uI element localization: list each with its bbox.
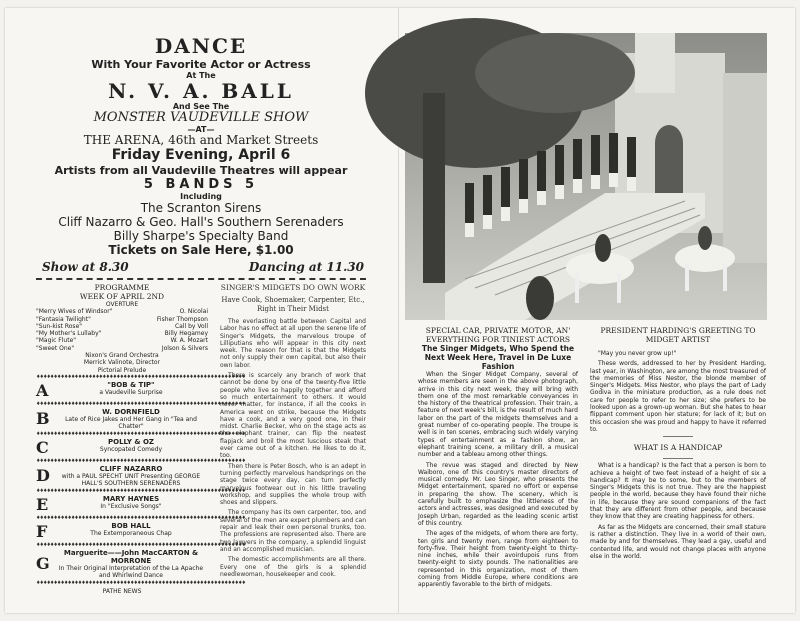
ad-divider (36, 278, 366, 280)
ad-band-sirens: The Scranton Sirens (140, 201, 262, 215)
act-divider: ♦♦♦♦♦♦♦♦♦♦♦♦♦♦♦♦♦♦♦♦♦♦♦♦♦♦♦♦♦♦♦♦♦♦♦♦♦♦♦♦♦♦♦♦♦♦♦♦♦♦♦♦♦♦♦♦♦♦♦♦ (36, 400, 245, 407)
act-description: In Their Original Interpretation of the La Apache and Whirlwind Dance (58, 564, 204, 579)
programme-footer: PATHE NEWS (102, 587, 142, 595)
special-car-subheading: The Singer Midgets, Who Spend the Next Week Here, Travel in De Luxe Fashion (421, 344, 575, 371)
act-letter: A (36, 380, 49, 400)
act-item (36, 465, 208, 487)
overture-piece: "Fantasia Twilight" (36, 315, 91, 323)
act-text (54, 495, 208, 514)
act-description: Syncopated Comedy (99, 445, 163, 453)
column-rule-2 (663, 458, 693, 459)
ad-line-at: —AT— (187, 125, 215, 134)
act-divider: ♦♦♦♦♦♦♦♦♦♦♦♦♦♦♦♦♦♦♦♦♦♦♦♦♦♦♦♦♦♦♦♦♦♦♦♦♦♦♦♦♦♦♦♦♦♦♦♦♦♦♦♦♦♦♦♦♦♦♦♦ (36, 579, 245, 586)
overture-composer: Billy Hegamey (164, 330, 208, 338)
programme-column (36, 283, 245, 595)
ad-line-at-the: At The (186, 71, 216, 80)
programme-title: PROGRAMME (94, 283, 150, 292)
act-description: a Vaudeville Surprise (99, 388, 163, 396)
act-text (54, 408, 208, 430)
acts-list (36, 373, 245, 586)
act-description: Late of Rice Jakes and Her Gang in "Tea and Chatter" (65, 415, 197, 430)
act-letter: B (36, 409, 50, 429)
act-name: W. DORNFIELD (102, 407, 160, 416)
act-name: POLLY & OZ (108, 437, 154, 446)
singer-article-heading: SINGER'S MIDGETS DO OWN WORK (220, 283, 366, 292)
overture-item (36, 330, 208, 337)
prelude-line: Pictorial Prelude (97, 366, 147, 374)
midgets-photograph (405, 33, 767, 320)
act-letter: G (36, 554, 50, 574)
act-name: Marguerite——John MacCARTON & MORRONE (63, 548, 199, 565)
act-divider: ♦♦♦♦♦♦♦♦♦♦♦♦♦♦♦♦♦♦♦♦♦♦♦♦♦♦♦♦♦♦♦♦♦♦♦♦♦♦♦♦♦♦♦♦♦♦♦♦♦♦♦♦♦♦♦♦♦♦♦♦ (36, 487, 245, 494)
act-description: with a PAUL SPECHT UNIT Presenting GEORGE HALL'S SOUTHERN SERENADERS (61, 472, 201, 487)
overture-item (36, 345, 208, 352)
overture-piece: "My Mother's Lullaby" (36, 330, 102, 338)
ad-ball-title: N. V. A. BALL (108, 79, 294, 103)
act-divider: ♦♦♦♦♦♦♦♦♦♦♦♦♦♦♦♦♦♦♦♦♦♦♦♦♦♦♦♦♦♦♦♦♦♦♦♦♦♦♦♦♦♦♦♦♦♦♦♦♦♦♦♦♦♦♦♦♦♦♦♦ (36, 430, 245, 437)
ad-artists: Artists from all Vaudeville Theatres will appear (54, 164, 348, 177)
column-rule (663, 436, 693, 437)
act-text (54, 465, 208, 487)
ad-headline: DANCE (154, 34, 248, 58)
handicap-body (590, 462, 766, 560)
act-text (54, 381, 208, 400)
act-item (36, 438, 208, 457)
overture-composer: Jolson & Silvers (161, 344, 208, 352)
special-car-paragraph: The ages of the midgets, of whom there are forty, ten girls and twenty men, range from eighteen to forty-five. Their height from twenty-eight to thirty-nine inches, while their avoirdupois runs from twenty-eight to sixty pounds. The nationalities are represented in this organization, most of them coming from Middle Europe, where conditions are apparently favorable to the birth of midgets. (418, 530, 578, 589)
ad-bands: 5 BANDS 5 (143, 177, 259, 192)
programme-week: WEEK OF APRIL 2ND (79, 292, 165, 301)
act-item (36, 381, 208, 400)
act-name: BOB HALL (111, 521, 151, 530)
singer-article (220, 283, 366, 595)
nva-ball-ad (36, 30, 366, 284)
overture-piece: "Sun-kist Rose" (36, 322, 83, 330)
act-divider: ♦♦♦♦♦♦♦♦♦♦♦♦♦♦♦♦♦♦♦♦♦♦♦♦♦♦♦♦♦♦♦♦♦♦♦♦♦♦♦♦♦♦♦♦♦♦♦♦♦♦♦♦♦♦♦♦♦♦♦♦ (36, 373, 245, 380)
harding-paragraph: "May you never grow up!" (598, 350, 677, 357)
orchestra-line: Nixon's Grand Orchestra (85, 352, 159, 360)
singer-paragraph: The company has its own carpenter, too, and several of the men are expert plumbers and can repair and leak their own personal trunks, too. The professions are represented also. There are two lawyers in the company, a splendid linguist and an accomplished musician. (220, 509, 366, 553)
ad-venue: THE ARENA, 46th and Market Streets (83, 133, 319, 147)
ad-times (42, 260, 364, 274)
overture-item (36, 308, 208, 315)
overture-composer: W. A. Mozart (170, 337, 208, 345)
overture-item (36, 323, 208, 330)
overture-item (36, 316, 208, 323)
ad-date: Friday Evening, April 6 (111, 147, 291, 163)
ad-show-time: Show at 8.30 (42, 260, 129, 274)
singer-paragraph: The domestic accomplishments are all there. Every one of the girls is a splendid needlewoman, housekeeper and cook. (220, 556, 366, 578)
singer-article-body (220, 318, 366, 578)
act-name: "BOB & TIP" (107, 380, 155, 389)
act-text (54, 438, 208, 457)
singer-paragraph: Then there is Peter Bosch, who is an adept in turning perfectly marvelous handsprings on the stage twice every day, can turn perfectly marvelous footwear out in his little traveling workshop, and supplies the whole troup with shoes and slippers. (220, 462, 366, 507)
special-car-article (418, 326, 578, 592)
ad-dancing-time: Dancing at 11.30 (248, 260, 364, 274)
overture-composer: O. Nicolai (179, 308, 208, 316)
act-description: In "Exclusive Songs" (100, 502, 162, 510)
overture-composer: Fisher Thompson (156, 315, 208, 323)
handicap-paragraph: What is a handicap? Is the fact that a person is born to achieve a height of two feet instead of a height of six a handicap? It may be to some, but to the members of Singer's Midgets this is not true. They are the happiest people in the world, because they have found their niche in life, because they are sound companions of the fact that they are different from other people, and because they know that they are creating happiness for others. (590, 462, 766, 521)
left-columns (36, 283, 366, 595)
photo-illustration (405, 33, 767, 320)
overture-composer: Call by Voll (174, 322, 208, 330)
ad-tickets: Tickets on Sale Here, $1.00 (108, 243, 294, 257)
special-car-paragraph: The revue was staged and directed by New Waiboro, one of this country's master directors of musical comedy. Mr. Leo Singer, who presents the Midget entertainment, spared no effort or expense in preparing the show. The scenery, which is carefully built to emphasize the littleness of the actors and actresses, was designed and executed by Joseph Urban, regarded as the leading scenic artist of this country. (418, 461, 578, 527)
harding-paragraph: These words, addressed to her by President Harding, last year, in Washington, are among the most treasured of the memories of Miss Nestor, the blonde member of Singer's Midgets. Miss Nestor, who plays the part of Lady Godiva in the miniature production, as a rule does not care for people to refer to her size; she prefers to be looked upon as a grown-up woman. But she hates to hear flippant comment upon her stature; for lack of it; but on this occasion she was proud and happy to have it referred to. (590, 360, 766, 433)
overture-piece: "Sweet One" (36, 344, 75, 352)
overture-list (36, 308, 208, 352)
act-letter: C (36, 437, 49, 457)
act-divider: ♦♦♦♦♦♦♦♦♦♦♦♦♦♦♦♦♦♦♦♦♦♦♦♦♦♦♦♦♦♦♦♦♦♦♦♦♦♦♦♦♦♦♦♦♦♦♦♦♦♦♦♦♦♦♦♦♦♦♦♦ (36, 514, 245, 521)
overture-piece: "Merry Wives of Windsor" (36, 308, 113, 316)
singer-paragraph: There is scarcely any branch of work that cannot be done by one of the twenty-five little people who live so happily together and afford so much entertainment to others. It would never matter, for instance, if all the cooks in America went on strike, because the Midgets have a cook, and a very good one, in their midst. Charlie Becker, who on the stage acts as the elephant trainer, can flip the neatest flapjack and broil the most luscious steak that ever came out of a kitchen. He likes to do it, too. (220, 372, 366, 460)
act-name: CLIFF NAZARRO (99, 464, 163, 473)
handicap-heading: WHAT IS A HANDICAP (633, 443, 723, 453)
special-car-paragraph: When the Singer Midget Company, several of whose members are seen in the above photograph, arrive in this city next week, they will bring with them one of the most remarkable conveyances in the history of the theatrical profession. Their train, a feature of next week's bill, is the result of much hard labor on the part of the midgets themselves and a great number of co-operating people. The troupe is well is in ten scenes, embracing such widely varying types of entertainment as a fashion show, an elephant training scene, a military drill, a musical number and a tableau among other things. (418, 371, 578, 459)
overture-heading: OVERTURE (105, 301, 139, 308)
handicap-paragraph: As far as the Midgets are concerned, their small stature is rather a distinction. They live in a world of their own, made by and for themselves. They lead a gay, useful and contented life, and would not change places with anyone else in the world. (590, 523, 766, 560)
act-divider: ♦♦♦♦♦♦♦♦♦♦♦♦♦♦♦♦♦♦♦♦♦♦♦♦♦♦♦♦♦♦♦♦♦♦♦♦♦♦♦♦♦♦♦♦♦♦♦♦♦♦♦♦♦♦♦♦♦♦♦♦ (36, 541, 245, 548)
singer-paragraph: The everlasting battle between Capital and Labor has no effect at all upon the serene life of Singer's Midgets, the marvelous troupe of Lilliputians who will appear in this city next week. The reason for that is that the Midgets not only supply their own capital, but also their own labor. (220, 318, 366, 369)
act-letter: E (36, 494, 49, 514)
singer-article-subheading: Have Cook, Shoemaker, Carpenter, Etc., Right in Their Midst (221, 296, 365, 313)
act-item (36, 495, 208, 514)
harding-heading: PRESIDENT HARDING'S GREETING TO MIDGET ARTIST (600, 326, 756, 344)
ad-band-nazarro: Cliff Nazarro & Geo. Hall's Southern Serenaders (58, 215, 344, 229)
act-item (36, 408, 208, 430)
act-item (36, 522, 208, 541)
director-line: Merrick Valinote, Director (83, 359, 161, 367)
ad-line-with: With Your Favorite Actor or Actress (91, 58, 311, 71)
special-car-body (418, 371, 578, 589)
act-item (36, 549, 208, 579)
right-column (590, 326, 766, 563)
ad-line-and-see: And See The (172, 102, 230, 111)
ad-band-sharpe: Billy Sharpe's Specialty Band (113, 229, 289, 243)
act-letter: D (36, 466, 50, 486)
overture-item (36, 337, 208, 344)
harding-body (590, 350, 766, 433)
act-text (54, 549, 208, 579)
act-description: The Extemporaneous Chap (90, 529, 172, 537)
act-text (54, 522, 208, 541)
special-car-heading: SPECIAL CAR, PRIVATE MOTOR, AN' EVERYTHING FOR TINIEST ACTORS (425, 326, 571, 344)
ad-including: Including (180, 192, 222, 201)
act-name: MARY HAYNES (102, 494, 160, 503)
overture-piece: "Magic Flute" (36, 337, 77, 345)
act-letter: F (36, 521, 48, 541)
act-divider: ♦♦♦♦♦♦♦♦♦♦♦♦♦♦♦♦♦♦♦♦♦♦♦♦♦♦♦♦♦♦♦♦♦♦♦♦♦♦♦♦♦♦♦♦♦♦♦♦♦♦♦♦♦♦♦♦♦♦♦♦ (36, 457, 245, 464)
ad-monster-show: MONSTER VAUDEVILLE SHOW (93, 110, 309, 125)
